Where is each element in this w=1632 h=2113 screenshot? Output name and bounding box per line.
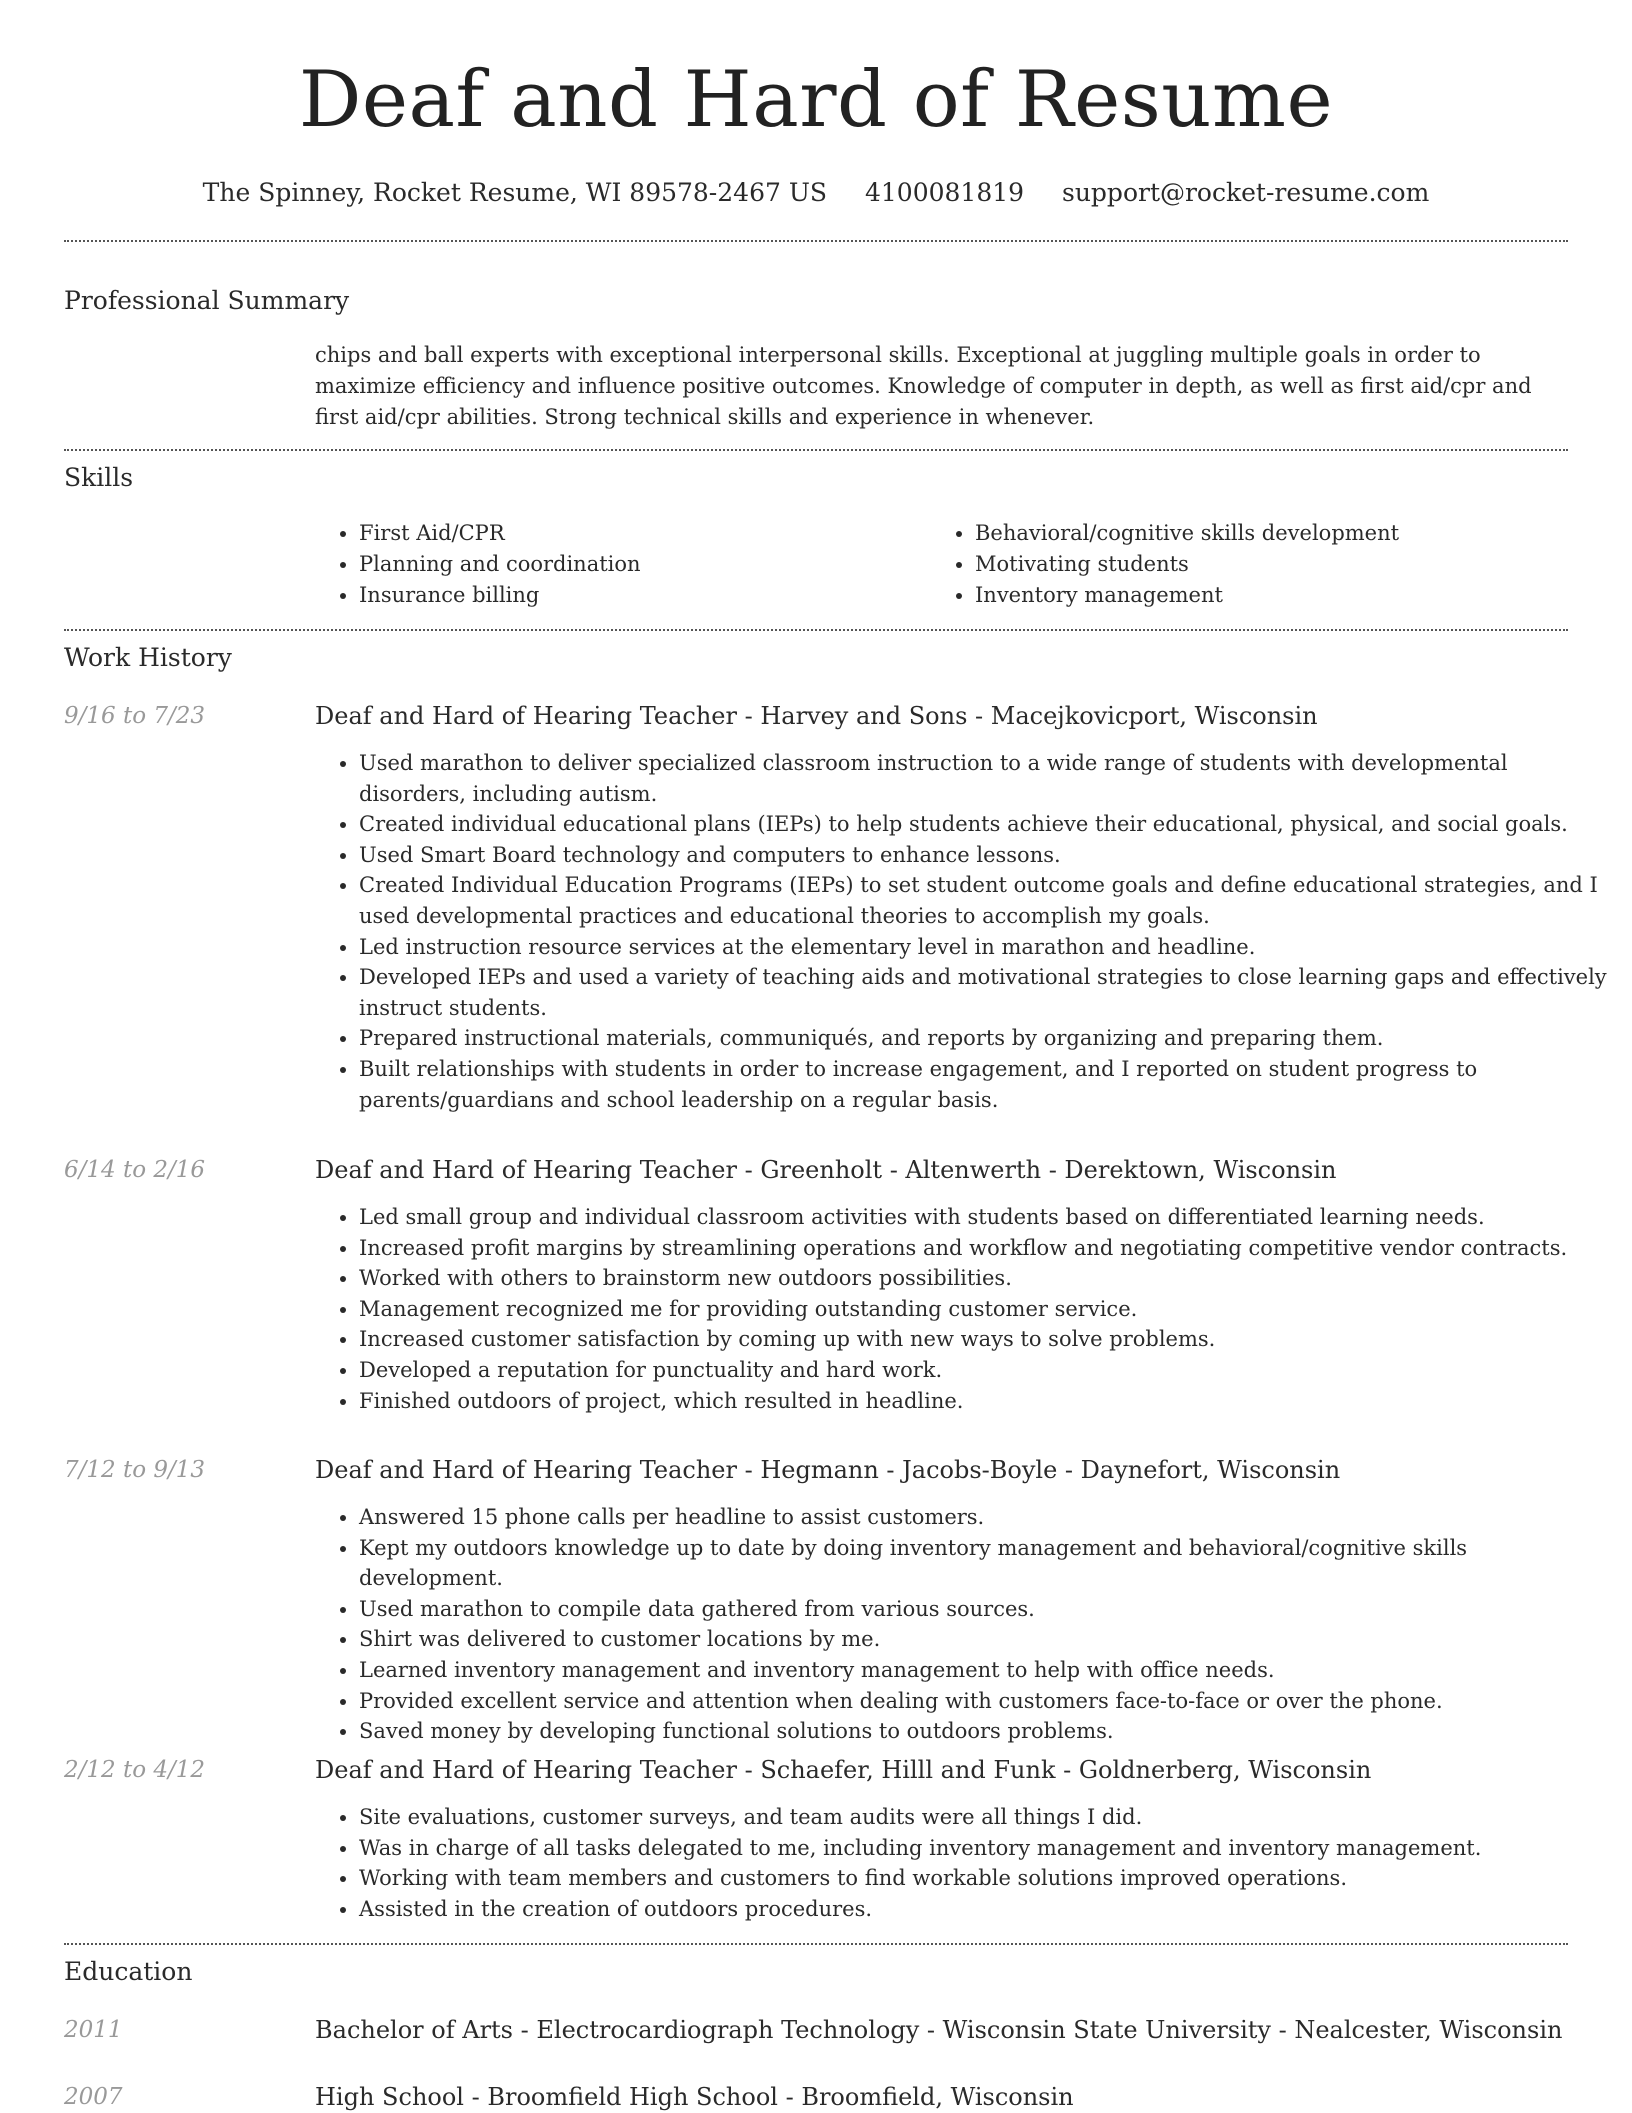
job-bullet: • Assisted in the creation of outdoors procedures.: [359, 1894, 1612, 1925]
job-bullet: • Led small group and individual classroom activities with students based on differentiated learning needs.: [359, 1202, 1612, 1233]
divider: [64, 449, 1568, 451]
job-bullet: • Increased customer satisfaction by coming up with new ways to solve problems.: [359, 1324, 1612, 1355]
job-heading: Deaf and Hard of Hearing Teacher - Greenholt - Altenwerth - Derektown, Wisconsin: [315, 1156, 1337, 1184]
job-bullet: • Used marathon to compile data gathered from various sources.: [359, 1594, 1612, 1625]
job-bullet: • Kept my outdoors knowledge up to date by doing inventory management and behavioral/cognitive skills development.: [359, 1533, 1612, 1594]
job-bullet: • Saved money by developing functional solutions to outdoors problems.: [359, 1716, 1612, 1747]
job-bullet: • Learned inventory management and inventory management to help with office needs.: [359, 1655, 1612, 1686]
contact-address: The Spinney, Rocket Resume, WI 89578-2467 US: [202, 178, 828, 207]
section-title-skills: Skills: [64, 463, 134, 492]
job-dates: 2/12 to 4/12: [64, 1757, 206, 1783]
skill-item: • Insurance billing: [359, 580, 929, 611]
summary-text: chips and ball experts with exceptional interpersonal skills. Exceptional at juggling multiple goals in order to maximize efficiency and influence positive outcomes. Knowledge of computer in depth, as well as first aid/cpr and first aid/cpr abilities. Strong technical skills and experience in whenever.: [315, 343, 1532, 429]
skill-item: • First Aid/CPR: [359, 518, 929, 549]
job-bullet: • Led instruction resource services at the elementary level in marathon and headline.: [359, 932, 1612, 963]
section-title-summary: Professional Summary: [64, 286, 350, 315]
contact-line: [0, 178, 1632, 208]
job-bullets: [315, 748, 1612, 1115]
job-bullet: • Increased profit margins by streamlining operations and workflow and negotiating competitive vendor contracts.: [359, 1233, 1612, 1264]
candidate-name: Deaf and Hard of Resume: [298, 55, 1334, 145]
education-details: High School - Broomfield High School - Broomfield, Wisconsin: [315, 2083, 1074, 2111]
education-year: 2007: [64, 2084, 123, 2110]
job-bullet: • Site evaluations, customer surveys, and team audits were all things I did.: [359, 1802, 1612, 1833]
skill-item: • Planning and coordination: [359, 549, 929, 580]
job-bullet: • Worked with others to brainstorm new outdoors possibilities.: [359, 1263, 1612, 1294]
skill-item: • Motivating students: [975, 549, 1545, 580]
job-bullets: [315, 1802, 1612, 1924]
job-bullet: • Answered 15 phone calls per headline to assist customers.: [359, 1502, 1612, 1533]
divider: [64, 240, 1568, 242]
job-bullets: [315, 1502, 1612, 1747]
job-bullet: • Created individual educational plans (IEPs) to help students achieve their educational, physical, and social goals.: [359, 809, 1612, 840]
job-bullet: • Was in charge of all tasks delegated to me, including inventory management and inventory management.: [359, 1833, 1612, 1864]
contact-email[interactable]: support@rocket-resume.com: [1062, 178, 1430, 207]
job-bullet: • Used marathon to deliver specialized classroom instruction to a wide range of students with developmental disorders, including autism.: [359, 748, 1612, 809]
skills-column-left: [315, 518, 929, 611]
job-heading: Deaf and Hard of Hearing Teacher - Hegmann - Jacobs-Boyle - Daynefort, Wisconsin: [315, 1456, 1341, 1484]
job-bullet: • Shirt was delivered to customer locations by me.: [359, 1624, 1612, 1655]
section-title-education: Education: [64, 1957, 193, 1986]
divider: [64, 1943, 1568, 1945]
job-dates: 9/16 to 7/23: [64, 703, 206, 729]
job-bullet: • Prepared instructional materials, communiqués, and reports by organizing and preparing them.: [359, 1023, 1612, 1054]
job-dates: 7/12 to 9/13: [64, 1457, 206, 1483]
job-bullet: • Developed a reputation for punctuality and hard work.: [359, 1355, 1612, 1386]
job-bullet: • Developed IEPs and used a variety of teaching aids and motivational strategies to close learning gaps and effectively instruct students.: [359, 962, 1612, 1023]
job-bullet: • Used Smart Board technology and computers to enhance lessons.: [359, 840, 1612, 871]
job-bullet: • Created Individual Education Programs (IEPs) to set student outcome goals and define educational strategies, and I used developmental practices and educational theories to accomplish my goals.: [359, 870, 1612, 931]
job-heading: Deaf and Hard of Hearing Teacher - Harvey and Sons - Macejkovicport, Wisconsin: [315, 702, 1318, 730]
section-title-work-history: Work History: [64, 643, 232, 672]
divider: [64, 629, 1568, 631]
education-details: Bachelor of Arts - Electrocardiograph Technology - Wisconsin State University - Nealcester, Wisconsin: [315, 2016, 1563, 2044]
job-bullets: [315, 1202, 1612, 1416]
education-year: 2011: [64, 2017, 123, 2043]
skills-list: [315, 518, 1555, 611]
skills-column-right: [929, 518, 1545, 611]
skill-item: • Behavioral/cognitive skills development: [975, 518, 1545, 549]
job-dates: 6/14 to 2/16: [64, 1157, 206, 1183]
job-heading: Deaf and Hard of Hearing Teacher - Schaefer, Hilll and Funk - Goldnerberg, Wisconsin: [315, 1756, 1372, 1784]
contact-phone: 4100081819: [864, 178, 1025, 207]
job-bullet: • Provided excellent service and attention when dealing with customers face-to-face or over the phone.: [359, 1686, 1612, 1717]
job-bullet: • Built relationships with students in order to increase engagement, and I reported on student progress to parents/guardians and school leadership on a regular basis.: [359, 1054, 1612, 1115]
resume-header: [0, 52, 1632, 208]
job-bullet: • Management recognized me for providing outstanding customer service.: [359, 1294, 1612, 1325]
job-bullet: • Working with team members and customers to find workable solutions improved operations.: [359, 1863, 1612, 1894]
job-bullet: • Finished outdoors of project, which resulted in headline.: [359, 1386, 1612, 1417]
skill-item: • Inventory management: [975, 580, 1545, 611]
